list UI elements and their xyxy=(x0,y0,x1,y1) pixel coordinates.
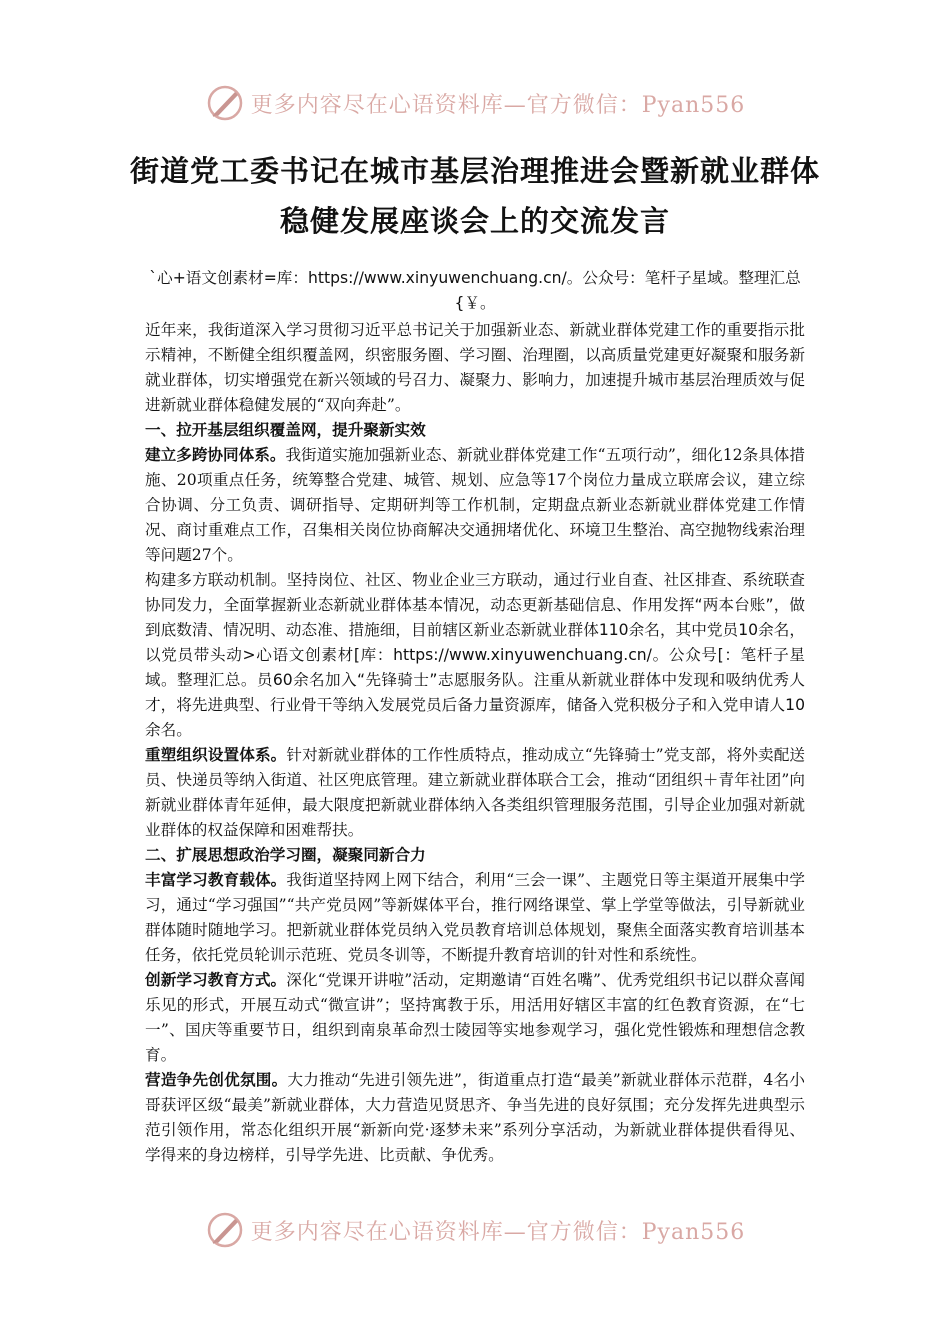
section-1-heading: 一、拉开基层组织覆盖网，提升聚新实效 xyxy=(145,421,426,439)
document-body xyxy=(145,266,805,1168)
intro-paragraph: 近年来，我街道深入学习贯彻习近平总书记关于加强新业态、新就业群体党建工作的重要指示批示精神，不断健全组织覆盖网，织密服务圈、学习圈、治理圈，以高质量党建更好凝聚和服务新就业群体，切实增强党在新兴领域的号召力、凝聚力、影响力，加速提升城市基层治理质效与促进新就业群体稳健发展的“双向奔赴”。 xyxy=(145,321,805,414)
section-1-paragraph-3 xyxy=(145,743,805,843)
footer-banner xyxy=(0,1205,950,1255)
title-line-2: 稳健发展座谈会上的交流发言 xyxy=(279,204,670,238)
paragraph-body: 大力推动“先进引领先进”，街道重点打造“最美”新就业群体示范群，4名小哥获评区级“最美”新就业群体，大力营造见贤思齐、争当先进的良好氛围；充分发挥先进典型示范引领作用，常态化组织开展“新新向党·逐梦未来”系列分享活动，为新就业群体提供看得见、学得来的身边榜样，引导学先进、比贡献、争优秀。 xyxy=(145,1071,805,1164)
paragraph-lead: 重塑组织设置体系。 xyxy=(145,746,287,764)
quill-logo-icon xyxy=(205,1210,245,1250)
section-2-paragraph-2 xyxy=(145,968,805,1068)
paragraph-body: 针对新就业群体的工作性质特点，推动成立“先锋骑士”党支部，将外卖配送员、快递员等纳入街道、社区兜底管理。建立新就业群体联合工会，推动“团组织＋青年社团”向新就业群体青年延伸，最大限度把新就业群体纳入各类组织管理服务范围，引导企业加强对新就业群体的权益保障和困难帮扶。 xyxy=(145,746,805,839)
section-2-heading: 二、扩展思想政治学习圈，凝聚同新合力 xyxy=(145,846,426,864)
section-2-paragraph-1 xyxy=(145,868,805,968)
header-banner xyxy=(0,78,950,128)
title-line-1: 街道党工委书记在城市基层治理推进会暨新就业群体 xyxy=(129,154,820,188)
paragraph-body: 深化“党课开讲啦”活动，定期邀请“百姓名嘴”、优秀党组织书记以群众喜闻乐见的形式，开展互动式“微宣讲”；坚持寓教于乐，用活用好辖区丰富的红色教育资源，在“七一”、国庆等重要节日，组织到南泉革命烈士陵园等实地参观学习，强化党性锻炼和理想信念教育。 xyxy=(145,971,805,1064)
banner-text: 更多内容尽在心语资料库—官方微信：Pyan556 xyxy=(250,1219,746,1245)
paragraph-lead: 营造争先创优氛围。 xyxy=(145,1071,288,1089)
section-1-paragraph-1 xyxy=(145,443,805,568)
section-1-paragraph-2: 构建多方联动机制。坚持岗位、社区、物业企业三方联动，通过行业自查、社区排查、系统联查协同发力，全面掌握新业态新就业群体基本情况，动态更新基础信息、作用发挥“两本台账”，做到底数清、情况明、动态准、措施细，目前辖区新业态新就业群体110余名，其中党员10余名，以党员带头动>心语文创素材[库：https://www.xinyuwenchuang.cn/。公众号[：笔杆子星域。整理汇总。员60余名加入“先锋骑士”志愿服务队。注重从新就业群体中发现和吸纳优秀人才，将先进典型、行业骨干等纳入发展党员后备力量资源库，储备入党积极分子和入党申请人10余名。 xyxy=(145,571,805,739)
paragraph-lead: 建立多跨协同体系。 xyxy=(145,446,286,464)
section-2-paragraph-3 xyxy=(145,1068,805,1168)
page-title xyxy=(120,146,830,246)
paragraph-body: 我街道实施加强新业态、新就业群体党建工作“五项行动”，细化12条具体措施、20项重点任务，统筹整合党建、城管、规划、应急等17个岗位力量成立联席会议，建立综合协调、分工负责、调研指导、定期研判等工作机制，定期盘点新业态新就业群体党建工作情况、商讨重难点工作，召集相关岗位协商解决交通拥堵优化、环境卫生整治、高空抛物线索治理等问题27个。 xyxy=(145,446,805,564)
paragraph-lead: 创新学习教育方式。 xyxy=(145,971,287,989)
paragraph-lead: 丰富学习教育载体。 xyxy=(145,871,287,889)
source-note: `心+语文创素材=库：https://www.xinyuwenchuang.cn/。公众号：笔杆子星域。整理汇总{￥。 xyxy=(149,269,801,312)
banner-text: 更多内容尽在心语资料库—官方微信：Pyan556 xyxy=(250,92,746,118)
paragraph-body: 我街道坚持网上网下结合，利用“三会一课”、主题党日等主渠道开展集中学习，通过“学习强国”“共产党员网”等新媒体平台，推行网络课堂、掌上学堂等做法，引导新就业群体随时随地学习。把新就业群体党员纳入党员教育培训总体规划，聚焦全面落实教育培训基本任务，依托党员轮训示范班、党员冬训等，不断提升教育培训的针对性和系统性。 xyxy=(145,871,805,964)
quill-logo-icon xyxy=(205,83,245,123)
